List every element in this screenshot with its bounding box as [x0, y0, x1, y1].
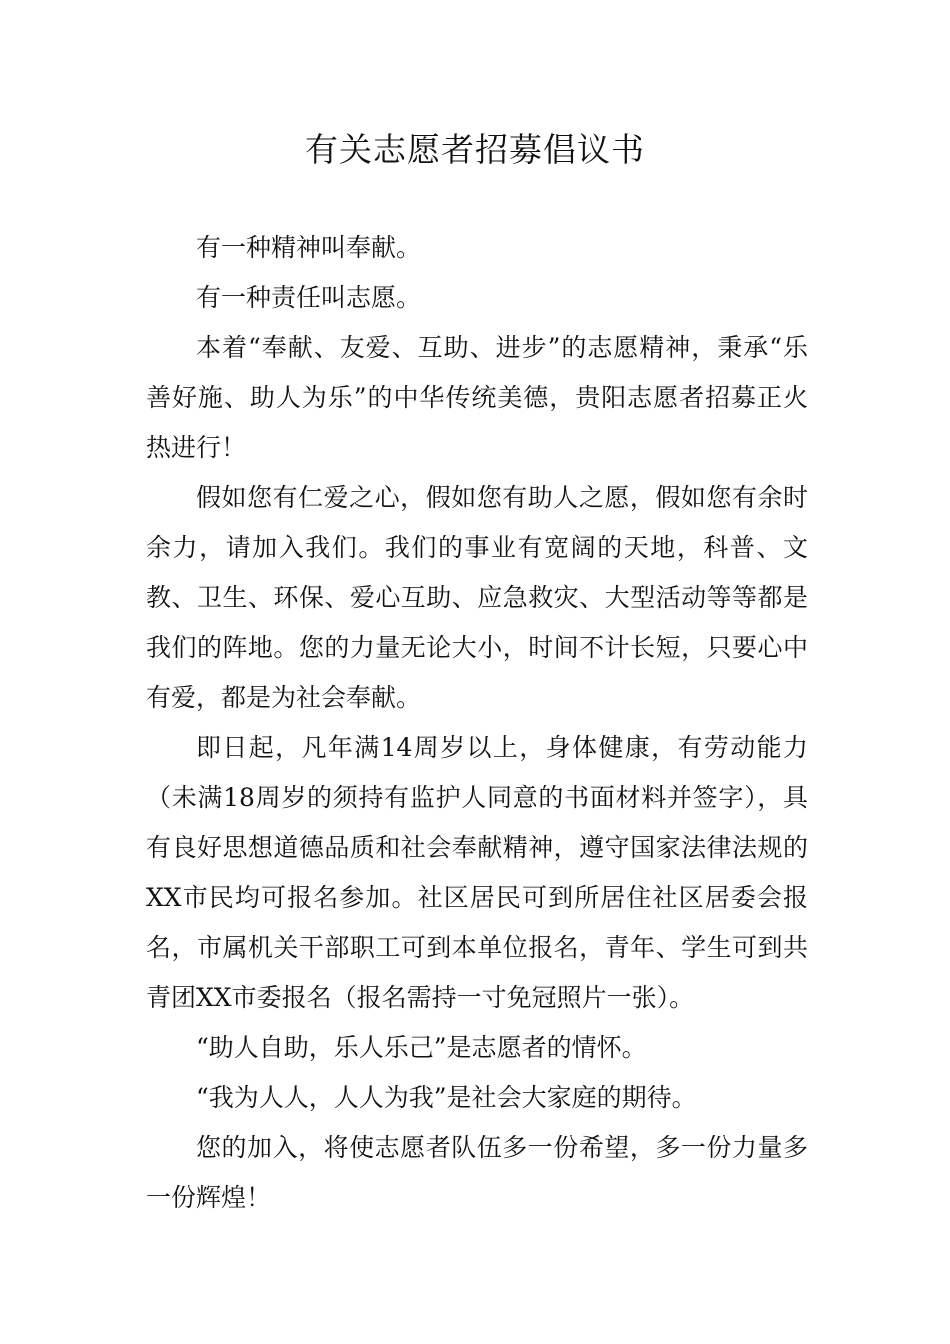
document-title: 有关志愿者招募倡议书 — [305, 130, 645, 169]
paragraph-1: 有一种精神叫奉献。 — [196, 233, 422, 262]
paragraph-3: 本着“奉献、友爱、互助、进步”的志愿精神，秉承“乐善好施、助人为乐”的中华传统美德，贵阳志愿者招募正火热进行！ — [146, 333, 808, 462]
document-body — [146, 223, 808, 1223]
paragraph-8: 您的加入，将使志愿者队伍多一份希望，多一份力量多一份辉煌！ — [146, 1133, 808, 1212]
paragraph-4: 假如您有仁爱之心，假如您有助人之愿，假如您有余时余力，请加入我们。我们的事业有宽阔的天地，科普、文教、卫生、环保、爱心互助、应急救灾、大型活动等等都是我们的阵地。您的力量无论大小，时间不计长短，只要心中有爱，都是为社会奉献。 — [146, 483, 808, 712]
paragraph-2: 有一种责任叫志愿。 — [196, 283, 422, 312]
paragraph-5: 即日起，凡年满14周岁以上，身体健康，有劳动能力（未满18周岁的须持有监护人同意的书面材料并签字），具有良好思想道德品质和社会奉献精神，遵守国家法律法规的XX市民均可报名参加。社区居民可到所居住社区居委会报名，市属机关干部职工可到本单位报名，青年、学生可到共青团XX市委报名（报名需持一寸免冠照片一张）。 — [146, 733, 808, 1012]
paragraph-6: “助人自助，乐人乐己”是志愿者的情怀。 — [196, 1033, 647, 1062]
paragraph-7: “我为人人，人人为我”是社会大家庭的期待。 — [196, 1083, 697, 1112]
